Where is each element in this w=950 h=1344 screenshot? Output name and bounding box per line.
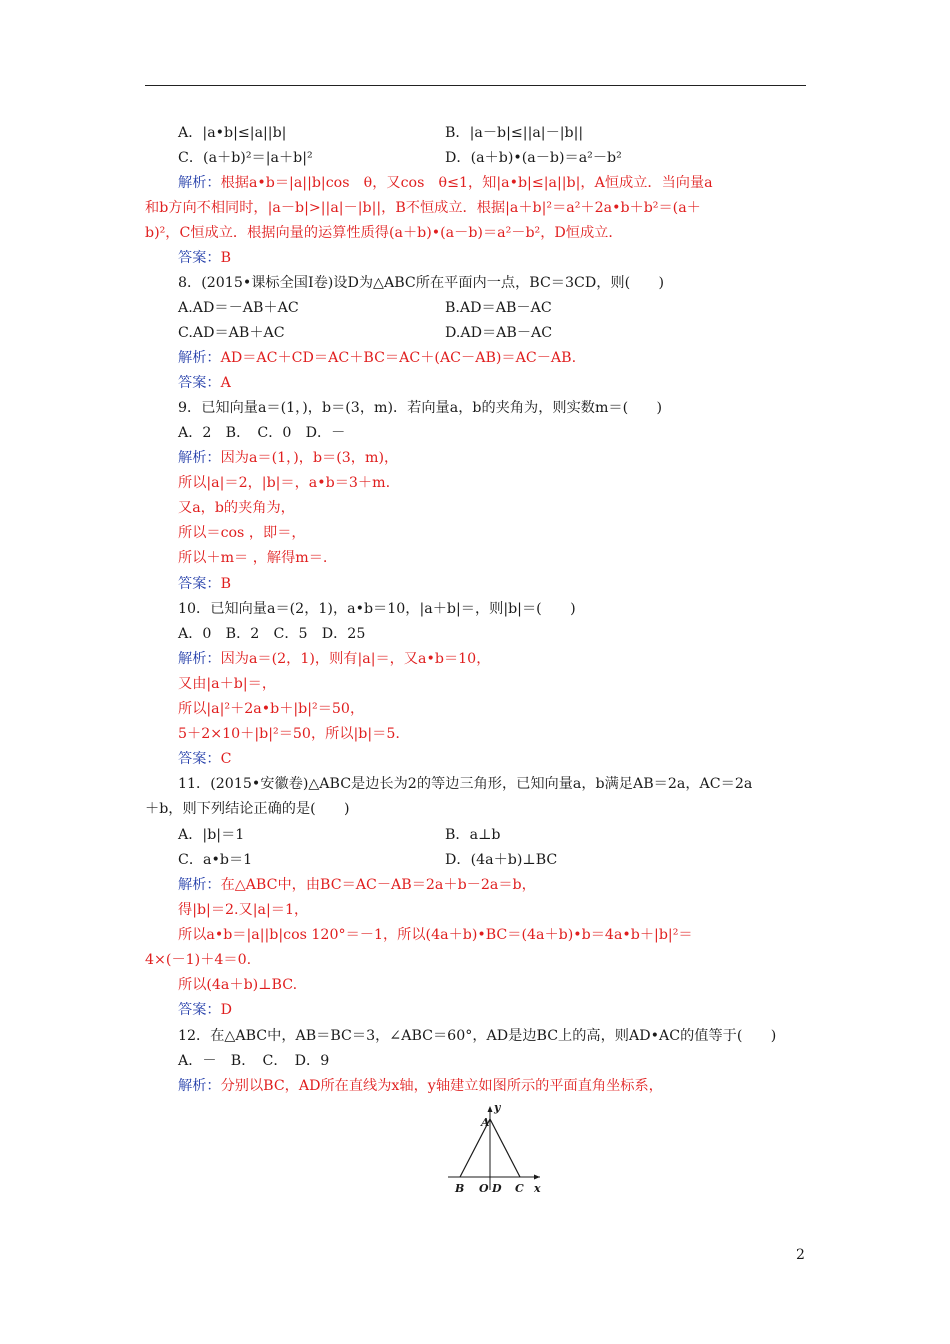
q11-option-a: A．|b|＝1 [178, 827, 245, 843]
q9-answer: 答案：B [178, 576, 232, 592]
q10-solution-line-4: 5＋2×10＋|b|²＝50，所以|b|＝5. [178, 726, 400, 742]
q11-solution-line-4: 4×(－1)＋4＝0. [145, 952, 252, 968]
q9-solution-line-5: 所以＋m＝ ，解得m＝. [178, 550, 328, 566]
triangle-coordinate-figure [440, 1102, 550, 1197]
q7-solution-line-2: 和b方向不相同时，|a－b|>||a|－|b||，B不恒成立．根据|a＋b|²＝a²＋2a•b＋b²＝(a＋ [145, 200, 701, 216]
q11-answer: 答案：D [178, 1002, 232, 1018]
q11-option-b: B．a⊥b [445, 827, 501, 843]
label-o: O [479, 1182, 489, 1195]
x-axis-arrow [534, 1175, 540, 1180]
q8-answer: 答案：A [178, 375, 231, 391]
q12-options: A．－ B． C． D．9 [178, 1053, 330, 1069]
q11-option-d: D．(4a＋b)⊥BC [445, 852, 558, 868]
q11-solution-line-2: 得|b|＝2.又|a|＝1， [178, 902, 309, 918]
q11-stem-line-2: ＋b，则下列结论正确的是( ) [145, 801, 350, 817]
q9-solution-line-3: 又a，b的夹角为， [178, 500, 295, 516]
q7-option-d: D．(a＋b)•(a－b)＝a²－b² [445, 150, 622, 166]
q11-solution-line-3: 所以a•b＝|a||b|cos 120°＝－1，所以(4a＋b)•BC＝(4a＋b)•b＝4a•b＋|b|²＝ [178, 927, 693, 943]
q8-solution: 解析：AD＝AC＋CD＝AC＋BC＝AC＋(AC－AB)＝AC－AB. [178, 350, 577, 366]
q9-solution-line-2: 所以|a|＝2，|b|＝，a•b＝3＋m. [178, 475, 391, 491]
q8-option-a: A.AD＝－AB＋AC [178, 300, 299, 316]
q9-solution-line-4: 所以＝cos ，即＝， [178, 525, 306, 541]
q8-option-d: D.AD＝AB－AC [445, 325, 553, 341]
side-ac [490, 1119, 520, 1177]
q10-solution-line-3: 所以|a|²＋2a•b＋|b|²＝50， [178, 701, 365, 717]
q10-stem: 10．已知向量a＝(2，1)，a•b＝10，|a＋b|＝，则|b|＝( ) [178, 601, 576, 617]
label-b: B [455, 1182, 465, 1195]
q7-option-c: C．(a＋b)²＝|a＋b|² [178, 150, 313, 166]
y-axis-arrow [488, 1106, 493, 1112]
q12-stem: 12．在△ABC中，AB＝BC＝3，∠ABC＝60°，AD是边BC上的高，则AD•AC的值等于( ) [178, 1028, 777, 1044]
header-rule [145, 85, 806, 86]
q10-options: A．0 B．2 C．5 D．25 [178, 626, 366, 642]
q8-stem: 8．(2015•课标全国Ⅰ卷)设D为△ABC所在平面内一点，BC＝3CD，则( ) [178, 275, 665, 291]
q7-solution-line-3: b)²，C恒成立．根据向量的运算性质得(a＋b)•(a－b)＝a²－b²，D恒成立． [145, 225, 623, 241]
q7-answer: 答案：B [178, 250, 232, 266]
q7-solution-line-1: 解析：根据a•b＝|a||b|cos θ，又cos θ≤1，知|a•b|≤|a||b|，A恒成立．当向量a [178, 175, 713, 191]
label-c: C [515, 1182, 524, 1195]
q8-option-b: B.AD＝AB－AC [445, 300, 552, 316]
label-d: D [492, 1182, 502, 1195]
q10-solution-line-1: 解析：因为a＝(2，1)，则有|a|＝，又a•b＝10， [178, 651, 491, 667]
q11-option-c: C．a•b＝1 [178, 852, 253, 868]
q7-option-a: A．|a•b|≤|a||b| [178, 125, 287, 141]
page-number: 2 [796, 1247, 805, 1263]
q10-solution-line-2: 又由|a＋b|＝， [178, 676, 277, 692]
q10-answer: 答案：C [178, 751, 232, 767]
q9-options: A．2 B． C．0 D．－ [178, 425, 346, 441]
label-x: x [534, 1182, 541, 1195]
q9-stem: 9．已知向量a＝(1，)，b＝(3，m)．若向量a，b的夹角为，则实数m＝( ) [178, 400, 663, 416]
q7-option-b: B．|a－b|≤||a|－|b|| [445, 125, 584, 141]
q8-option-c: C.AD＝AB＋AC [178, 325, 285, 341]
q11-stem-line-1: 11．(2015•安徽卷)△ABC是边长为2的等边三角形，已知向量a，b满足AB＝2a，AC＝2a [178, 776, 753, 792]
q9-solution-line-1: 解析：因为a＝(1，)，b＝(3，m)， [178, 450, 399, 466]
q12-solution: 解析：分别以BC，AD所在直线为x轴，y轴建立如图所示的平面直角坐标系， [178, 1078, 663, 1094]
q11-solution-line-1: 解析：在△ABC中，由BC＝AC－AB＝2a＋b－2a＝b， [178, 877, 536, 893]
label-a: A [481, 1116, 490, 1129]
q11-solution-line-5: 所以(4a＋b)⊥BC. [178, 977, 298, 993]
solution-label: 解析： [178, 175, 221, 191]
label-y: y [494, 1102, 501, 1114]
